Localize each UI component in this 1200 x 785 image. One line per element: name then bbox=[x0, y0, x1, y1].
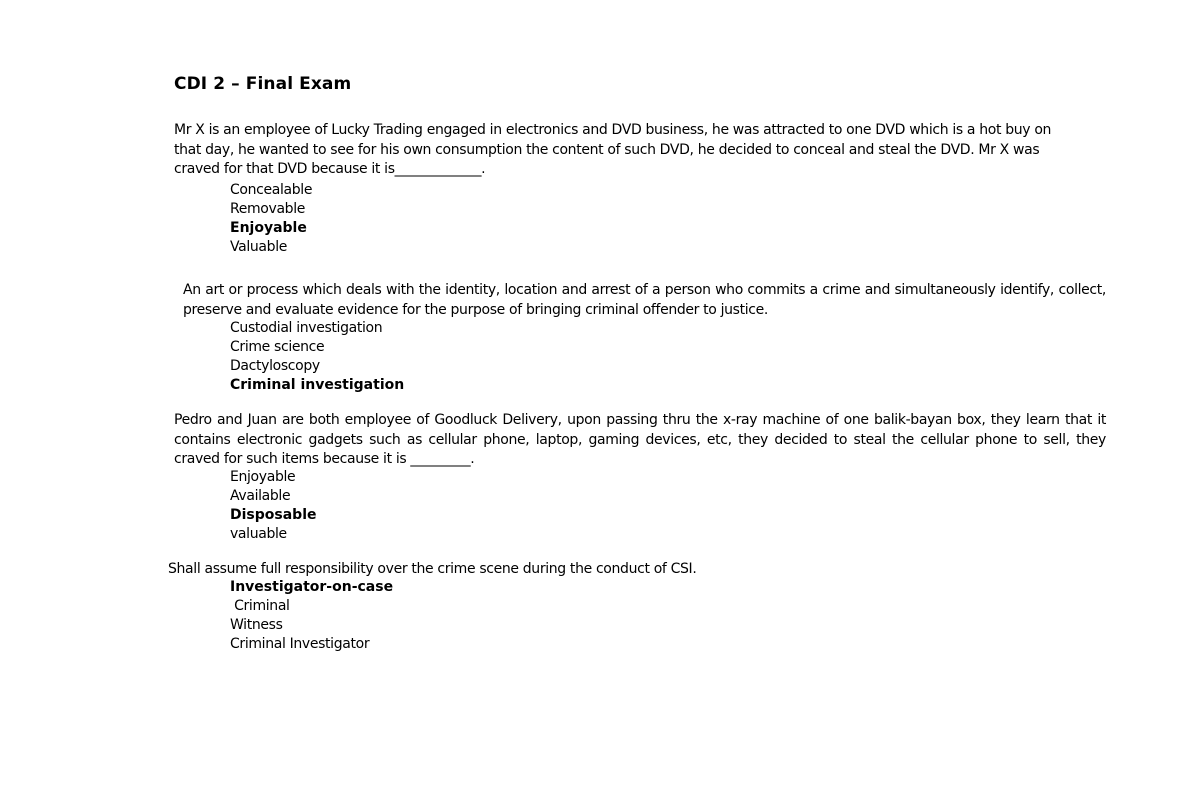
option-item: Witness bbox=[230, 617, 283, 633]
question-stem: Shall assume full responsibility over the crime scene during the conduct of CSI. bbox=[168, 561, 697, 577]
option-item: Criminal bbox=[230, 598, 290, 614]
options-list bbox=[230, 578, 393, 654]
option-item: Available bbox=[230, 488, 291, 504]
option-item: Dactyloscopy bbox=[230, 358, 320, 374]
question-2 bbox=[183, 281, 1106, 320]
option-item-answer: Investigator-on-case bbox=[230, 579, 394, 595]
option-item-answer: Disposable bbox=[230, 507, 317, 523]
question-stem: Pedro and Juan are both employee of Goodluck Delivery, upon passing thru the x-ray machine of one balik-bayan box, they learn that it contains electronic gadgets such as cellular phone, laptop, gaming devices, etc, they decided to steal the cellular phone to sell, they craved for such items because it is _________. bbox=[174, 412, 1106, 467]
option-item: Removable bbox=[230, 201, 306, 217]
question-stem: Mr X is an employee of Lucky Trading engaged in electronics and DVD business, he was attracted to one DVD which is a hot buy on that day, he wanted to see for his own consumption the content of such DVD, he decided to conceal and steal the DVD. Mr X was craved for that DVD because it is_____________. bbox=[174, 122, 1052, 177]
option-item: Valuable bbox=[230, 239, 288, 255]
option-item: Criminal Investigator bbox=[230, 636, 370, 652]
options-list bbox=[230, 468, 317, 544]
option-item-answer: Criminal investigation bbox=[230, 377, 405, 393]
exam-title: CDI 2 – Final Exam bbox=[174, 74, 352, 94]
question-stem: An art or process which deals with the identity, location and arrest of a person who commits a crime and simultaneously identify, collect, preserve and evaluate evidence for the purpose of bringing criminal offender to justice. bbox=[183, 282, 1106, 318]
options-list bbox=[230, 181, 312, 257]
question-4 bbox=[168, 560, 1068, 580]
option-item: Concealable bbox=[230, 182, 313, 198]
option-item: Custodial investigation bbox=[230, 320, 383, 336]
question-3 bbox=[174, 411, 1106, 470]
options-list bbox=[230, 319, 404, 395]
question-1 bbox=[174, 121, 1074, 180]
option-item: valuable bbox=[230, 526, 287, 542]
option-item: Enjoyable bbox=[230, 469, 296, 485]
option-item-answer: Enjoyable bbox=[230, 220, 307, 236]
option-item: Crime science bbox=[230, 339, 325, 355]
